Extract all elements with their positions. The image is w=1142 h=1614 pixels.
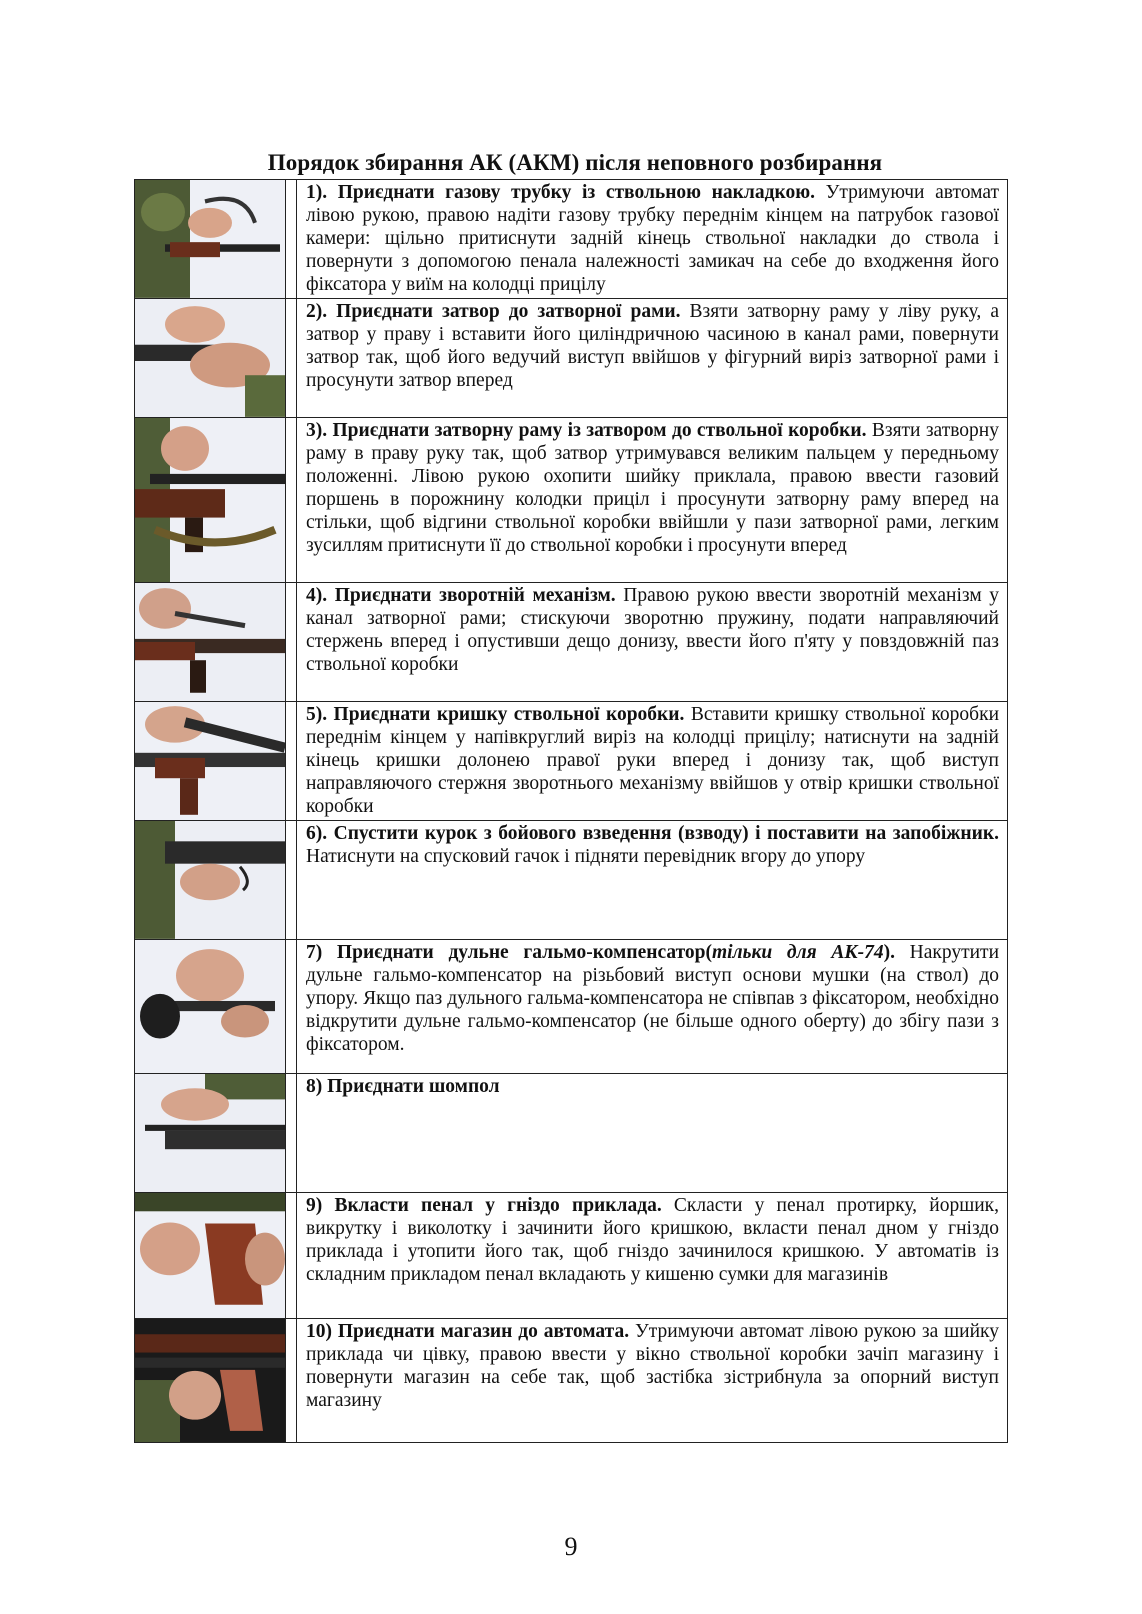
rifle-photo-3	[135, 418, 285, 583]
step-body: Взяти затворну раму у ліву руку, а затвор у праву і вставити його циліндричною часиною в канал рами, повернути затвор так, щоб його ведучий виступ ввійшов у фігурний виріз затворної рами і просунути затвор вперед	[306, 300, 999, 391]
step-title: 2). Приєднати затвор до затворної рами.	[306, 300, 681, 322]
step-description	[306, 300, 999, 392]
step-text-cell	[297, 821, 1008, 940]
step-row	[135, 180, 1008, 299]
step-photo	[135, 939, 286, 1073]
step-photo	[135, 821, 286, 940]
step-row	[135, 939, 1008, 1073]
step-text-cell	[297, 1192, 1008, 1318]
step-title: 9) Вкласти пенал у гніздо приклада.	[306, 1194, 662, 1216]
step-title	[306, 942, 895, 963]
page-number: 9	[564, 1532, 578, 1561]
rifle-photo-6	[135, 821, 285, 939]
step-body: Правою рукою ввести зворотній механізм у канал затворної рами; стискуючи зворотню пружину, подати направляючий стержень вперед і опустивши дещо донизу, ввести його п'яту у повздовжній паз ствольної коробки	[306, 585, 999, 676]
step-title: 10) Приєднати магазин до автомата.	[306, 1320, 630, 1342]
spacer	[286, 298, 297, 417]
step-body: Утримуючи автомат лівою рукою, правою надіти газову трубку переднім кінцем на патрубок газової камери: щільно притиснути задній кінець ствольної накладки до ствола і повернути з допомогою пенала належності замикач на себе до входження його фіксатора у виїм на колодці прицілу	[306, 182, 999, 295]
step-title: 5). Приєднати кришку ствольної коробки.	[306, 704, 685, 726]
step-description	[306, 822, 999, 868]
spacer	[286, 583, 297, 702]
step-row	[135, 702, 1008, 821]
step-row	[135, 417, 1008, 583]
step-title: 1). Приєднати газову трубку із ствольною накладкою.	[306, 182, 815, 203]
step-row	[135, 1192, 1008, 1318]
spacer	[286, 939, 297, 1073]
step-text-cell	[297, 298, 1008, 417]
step-text-cell	[297, 180, 1008, 299]
step-title: 6). Спустити курок з бойового взведення (взводу) і поставити на запобіжник.	[306, 823, 999, 845]
rifle-photo-1	[135, 180, 285, 298]
step-description	[306, 1075, 999, 1098]
rifle-photo-9	[135, 1193, 285, 1318]
spacer	[286, 1192, 297, 1318]
spacer	[286, 417, 297, 583]
step-description	[306, 941, 999, 1056]
step-photo	[135, 417, 286, 583]
rifle-photo-7	[135, 940, 285, 1073]
step-description	[306, 584, 999, 676]
step-body: Натиснути на спусковий гачок і підняти перевідник вгору до упору	[306, 846, 866, 868]
step-title: 8) Приєднати шомпол	[306, 1076, 500, 1098]
step-body: Накрутити дульне гальмо-компенсатор на різьбовий виступ основи мушки (на ствол) до упору. Якщо паз дульного гальма-компенсатора не співпав з фіксатором, необхідно відкрутити дульне гальмо-компенсатор (не більше одного оберту) до збігу пази з фіксатором.	[306, 941, 1000, 1055]
spacer	[286, 1074, 297, 1193]
step-body: Взяти затворну раму в праву руку так, щоб затвор утримувався великим пальцем у передньому положенні. Лівою рукою охопити шийку приклала, правою ввести газовий поршень в порожнину колодки приціл і просунути затворну раму вперед на стільки, щоб відгини ствольної коробки ввійшли у пази затворної рами, легким зусиллям притиснути її до ствольної коробки і просунути вперед	[306, 419, 999, 556]
assembly-steps-table	[134, 179, 1008, 1443]
rifle-photo-8	[135, 1074, 285, 1192]
step-description	[306, 1194, 999, 1286]
rifle-photo-2	[135, 299, 285, 417]
step-title-main: 7) Приєднати дульне гальмо-компенсатор(	[306, 941, 713, 963]
spacer	[286, 821, 297, 940]
step-text-cell	[297, 1318, 1008, 1442]
step-text-cell	[297, 702, 1008, 821]
step-description	[306, 703, 999, 818]
step-text-cell	[297, 939, 1008, 1073]
step-photo	[135, 583, 286, 702]
step-title: 3). Приєднати затворну раму із затвором до ствольної коробки.	[306, 419, 867, 441]
rifle-photo-10	[135, 1319, 285, 1442]
step-photo	[135, 1192, 286, 1318]
spacer	[286, 702, 297, 821]
spacer	[286, 180, 297, 299]
step-title-italic: тільки для АК-74	[712, 941, 884, 963]
step-text-cell	[297, 417, 1008, 583]
step-description	[306, 419, 999, 557]
step-title: 4). Приєднати зворотній механізм.	[306, 585, 616, 607]
step-body: Вставити кришку ствольної коробки переднім кінцем у напівкруглий виріз на колодці прицілу; натиснути на задній кінець кришки долонею правої руки вперед і донизу так, щоб виступ направляючого стержня зворотнього механізму ввійшов у отвір кришки ствольної коробки	[306, 704, 999, 818]
step-row	[135, 821, 1008, 940]
step-photo	[135, 1318, 286, 1442]
rifle-photo-4	[135, 583, 285, 701]
step-photo	[135, 1074, 286, 1193]
step-row	[135, 583, 1008, 702]
step-description	[306, 181, 999, 296]
step-text-cell	[297, 1074, 1008, 1193]
rifle-photo-5	[135, 702, 285, 820]
step-body: Утримуючи автомат лівою рукою за шийку приклада чи цівку, правою ввести у вікно ствольної коробки зачіп магазину і повернути магазин на себе так, щоб застібка зістрибнула за опорний виступ магазину	[306, 1320, 999, 1411]
spacer	[286, 1318, 297, 1442]
step-row	[135, 1318, 1008, 1442]
step-row	[135, 298, 1008, 417]
page-title: Порядок збирання АК (АКМ) після неповного розбирання	[267, 150, 883, 175]
step-description	[306, 1320, 999, 1412]
step-title-end: ).	[883, 941, 895, 963]
step-text-cell	[297, 583, 1008, 702]
step-body: Скласти у пенал протирку, йоршик, викрутку і виколотку і зачинити його кришкою, вкласти пенал дном у гніздо приклада і утопити його так, щоб гніздо зачинилося кришкою. У автоматів із складним прикладом пенал вкладають у кишеню сумки для магазинів	[306, 1194, 999, 1285]
step-row	[135, 1074, 1008, 1193]
step-photo	[135, 180, 286, 299]
step-photo	[135, 702, 286, 821]
step-photo	[135, 298, 286, 417]
